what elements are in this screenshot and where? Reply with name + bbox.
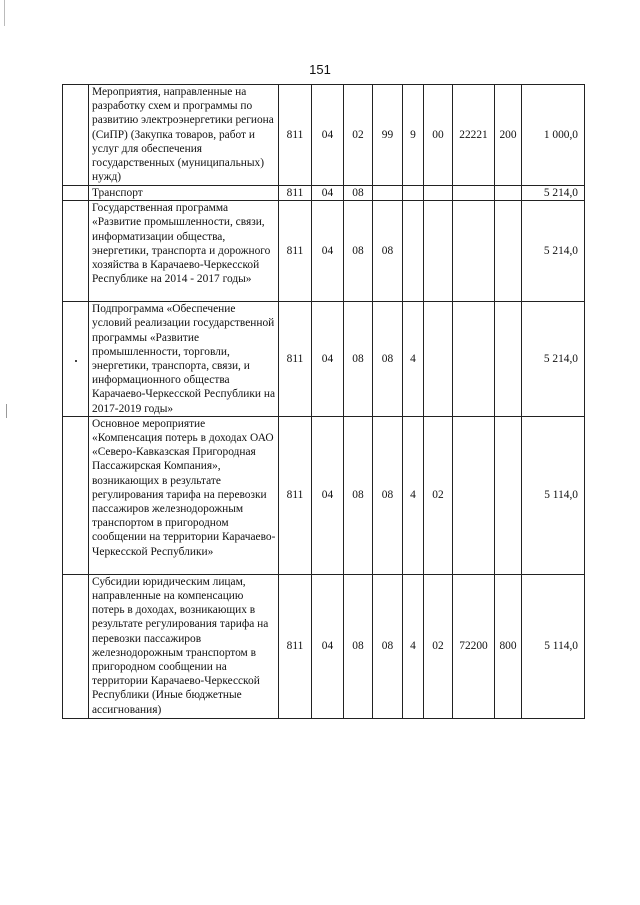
row-number-cell (63, 574, 89, 718)
item-name-cell: Подпрограмма «Обеспечение условий реализации государственной программы «Развитие промышленности, торговли, энергетики, транспорта, связи, и информационного общества Карачаево-Черкесской Республики на 2017-2019 годы» (89, 302, 279, 417)
subsection-code-cell: 08 (344, 186, 373, 201)
program-code-cell (373, 186, 403, 201)
expense-type-cell: 200 (495, 85, 522, 186)
ministry-code-cell: 811 (279, 186, 312, 201)
scan-artifact-tick (6, 404, 7, 418)
ministry-code-cell: 811 (279, 201, 312, 302)
amount-cell: 5 214,0 (522, 186, 585, 201)
direction-code-cell (453, 201, 495, 302)
amount-cell: 5 214,0 (522, 302, 585, 417)
item-name-cell: Транспорт (89, 186, 279, 201)
table-row (63, 85, 585, 186)
program-code-cell: 08 (373, 302, 403, 417)
subprogram-code-cell: 9 (403, 85, 424, 186)
subprogram-code-cell: 4 (403, 302, 424, 417)
row-number-cell (63, 186, 89, 201)
item-name-cell: Государственная программа «Развитие промышленности, связи, информатизации общества, энергетики, транспорта и дорожного хозяйства в Карачаево-Черкесской Республике на 2014 - 2017 годы» (89, 201, 279, 302)
ministry-code-cell: 811 (279, 574, 312, 718)
amount-cell: 5 114,0 (522, 416, 585, 574)
program-code-cell: 08 (373, 201, 403, 302)
item-name-cell: Мероприятия, направленные на разработку схем и программы по развитию электроэнергетики региона (СиПР) (Закупка товаров, работ и услуг для обеспечения государственных (муниципальных) нужд) (89, 85, 279, 186)
measure-code-cell: 02 (424, 416, 453, 574)
row-number-cell (63, 201, 89, 302)
subprogram-code-cell: 4 (403, 416, 424, 574)
table-row (63, 302, 585, 417)
section-code-cell: 04 (312, 186, 344, 201)
program-code-cell: 08 (373, 574, 403, 718)
ministry-code-cell: 811 (279, 416, 312, 574)
measure-code-cell: 02 (424, 574, 453, 718)
measure-code-cell (424, 186, 453, 201)
amount-cell: 1 000,0 (522, 85, 585, 186)
amount-cell: 5 214,0 (522, 201, 585, 302)
subsection-code-cell: 08 (344, 302, 373, 417)
program-code-cell: 99 (373, 85, 403, 186)
table-row (63, 416, 585, 574)
row-number-cell (63, 416, 89, 574)
expense-type-cell (495, 201, 522, 302)
ministry-code-cell: 811 (279, 85, 312, 186)
table-row (63, 186, 585, 201)
section-code-cell: 04 (312, 85, 344, 186)
expense-type-cell (495, 416, 522, 574)
row-number-cell (63, 302, 89, 417)
subsection-code-cell: 08 (344, 574, 373, 718)
budget-table (62, 84, 585, 719)
direction-code-cell: 72200 (453, 574, 495, 718)
ministry-code-cell: 811 (279, 302, 312, 417)
measure-code-cell (424, 302, 453, 417)
program-code-cell: 08 (373, 416, 403, 574)
expense-type-cell (495, 186, 522, 201)
subsection-code-cell: 08 (344, 201, 373, 302)
expense-type-cell (495, 302, 522, 417)
direction-code-cell: 22221 (453, 85, 495, 186)
subsection-code-cell: 08 (344, 416, 373, 574)
section-code-cell: 04 (312, 574, 344, 718)
table-row (63, 574, 585, 718)
section-code-cell: 04 (312, 302, 344, 417)
subprogram-code-cell (403, 186, 424, 201)
subprogram-code-cell (403, 201, 424, 302)
scan-artifact-line (4, 0, 5, 26)
section-code-cell: 04 (312, 416, 344, 574)
amount-cell: 5 114,0 (522, 574, 585, 718)
item-name-cell: Субсидии юридическим лицам, направленные на компенсацию потерь в доходах, возникающих в результате регулирования тарифа на перевозки пассажиров железнодорожным транспортом в пригородном сообщении на территории Карачаево-Черкесской Республики (Иные бюджетные ассигнования) (89, 574, 279, 718)
direction-code-cell (453, 186, 495, 201)
scan-dot (75, 360, 77, 362)
item-name-cell: Основное мероприятие «Компенсация потерь в доходах ОАО «Северо-Кавказская Пригородная Пассажирская Компания», возникающих в результате регулирования тарифа на перевозки пассажиров железнодорожным транспортом в пригородном сообщении на территории Карачаево-Черкесской Республики» (89, 416, 279, 574)
subsection-code-cell: 02 (344, 85, 373, 186)
direction-code-cell (453, 302, 495, 417)
table-row (63, 201, 585, 302)
measure-code-cell: 00 (424, 85, 453, 186)
row-number-cell (63, 85, 89, 186)
page-number: 151 (309, 62, 331, 77)
subprogram-code-cell: 4 (403, 574, 424, 718)
expense-type-cell: 800 (495, 574, 522, 718)
direction-code-cell (453, 416, 495, 574)
section-code-cell: 04 (312, 201, 344, 302)
measure-code-cell (424, 201, 453, 302)
